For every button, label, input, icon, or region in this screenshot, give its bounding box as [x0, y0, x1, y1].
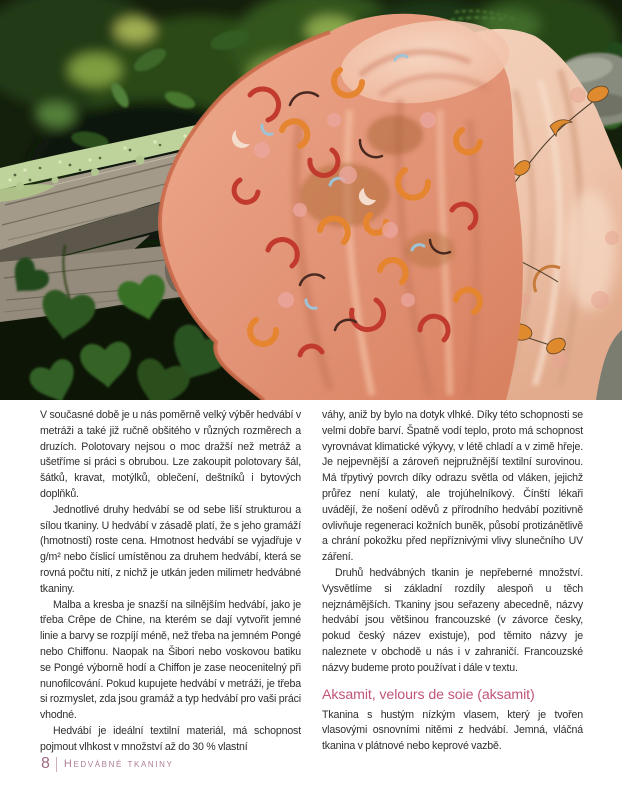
article-body	[40, 408, 583, 756]
paragraph: Malba a kresba je snazší na silnějším hedvábí, jako je třeba Crêpe de Chine, na kterém se dají vytvořit jemné linie a barvy se rozpíjí méně, než třeba na jemném Pongé nebo Chiffonu. Naopak na Šibori nebo voskovou batiku se Pongé výborně hodí a Chiffon je zase neocenitelný při nunofilcování. Pokud kupujete hedvábí v metráži, je třeba si rozmyslet, zda jsou gramáž a typ hedvábí pro vaši práci vhodné.	[40, 598, 301, 722]
paragraph: Jednotlivé druhy hedvábí se od sebe liší strukturou a sílou tkaniny. U hedvábí v zásadě platí, že s jeho gramáží (hmotností) roste cena. Hmotnost hedvábí se vyjadřuje v g/m² nebo číslicí umístěnou za druhem hedvábí, která se rovná počtu nití, z nichž je utkán jeden milimetr hedvábné tkaniny.	[40, 503, 301, 595]
column-left	[40, 408, 301, 756]
paragraph: váhy, aniž by bylo na dotyk vlhké. Díky této schopnosti se velmi dobře barví. Špatně vodí teplo, proto má schopnost vyrovnávat klimatické výkyvy, v létě chladí a v zimě hřeje. Je nejpevnější a zároveň nejpružnější textilní surovinou. Má třpytivý povrch díky odrazu světla od vláken, jejichž průřez není kulatý, ale trojúhelníkový. Čínští lékaři uvádějí, že nošení oděvů z přírodního hedvábí pozitivně ovlivňuje regeneraci kožních buněk, působí protizánětlivě a chrání pokožku před nepříznivými vlivy slunečního UV záření.	[322, 409, 583, 564]
column-right	[322, 408, 583, 756]
paragraph: Druhů hedvábných tkanin je nepřeberné množství. Vysvětlíme si základní rozdíly alespoň u těch nejznámějších. Tkaniny jsou seřazeny abecedně, názvy hedvábí jsou většinou francouzské (v závorce česky, pokud český název existuje), pod těmito názvy je naleznete v obchodě u nás i v zahraničí. Francouzské názvy budeme proto používat i dále v textu.	[322, 566, 583, 674]
section-paragraphs	[322, 708, 583, 755]
footer-divider	[56, 757, 57, 772]
paragraph: Hedvábí je ideální textilní materiál, má schopnost pojmout vlhkost v množství až do 30 % vlastní	[40, 724, 301, 753]
page-footer	[41, 754, 173, 774]
footer-chapter-label: Hedvábné tkaniny	[63, 758, 174, 770]
paragraph: V současné době je u nás poměrně velký výběr hedvábí v metráži a také již ručně obšitého v různých rozměrech a druzích. Polotovary nejsou o moc dražší než metráž a ušetříme si práci s obrubou. Lze zakoupit polotovary šál, šátků, kravat, motýlků, oblečení, deštníků i bytových doplňků.	[40, 409, 301, 500]
page-number: 8	[41, 755, 50, 772]
section-heading-aksamit: Aksamit, velours de soie (aksamit)	[322, 686, 535, 703]
column-right-paragraphs	[322, 408, 583, 677]
paragraph: Tkanina s hustým nízkým vlasem, který je tvořen vlasovými osnovními nitěmi z hedvábí. Jemná, vláčná tkanina v plátnové nebo keprové vazbě.	[322, 708, 583, 753]
